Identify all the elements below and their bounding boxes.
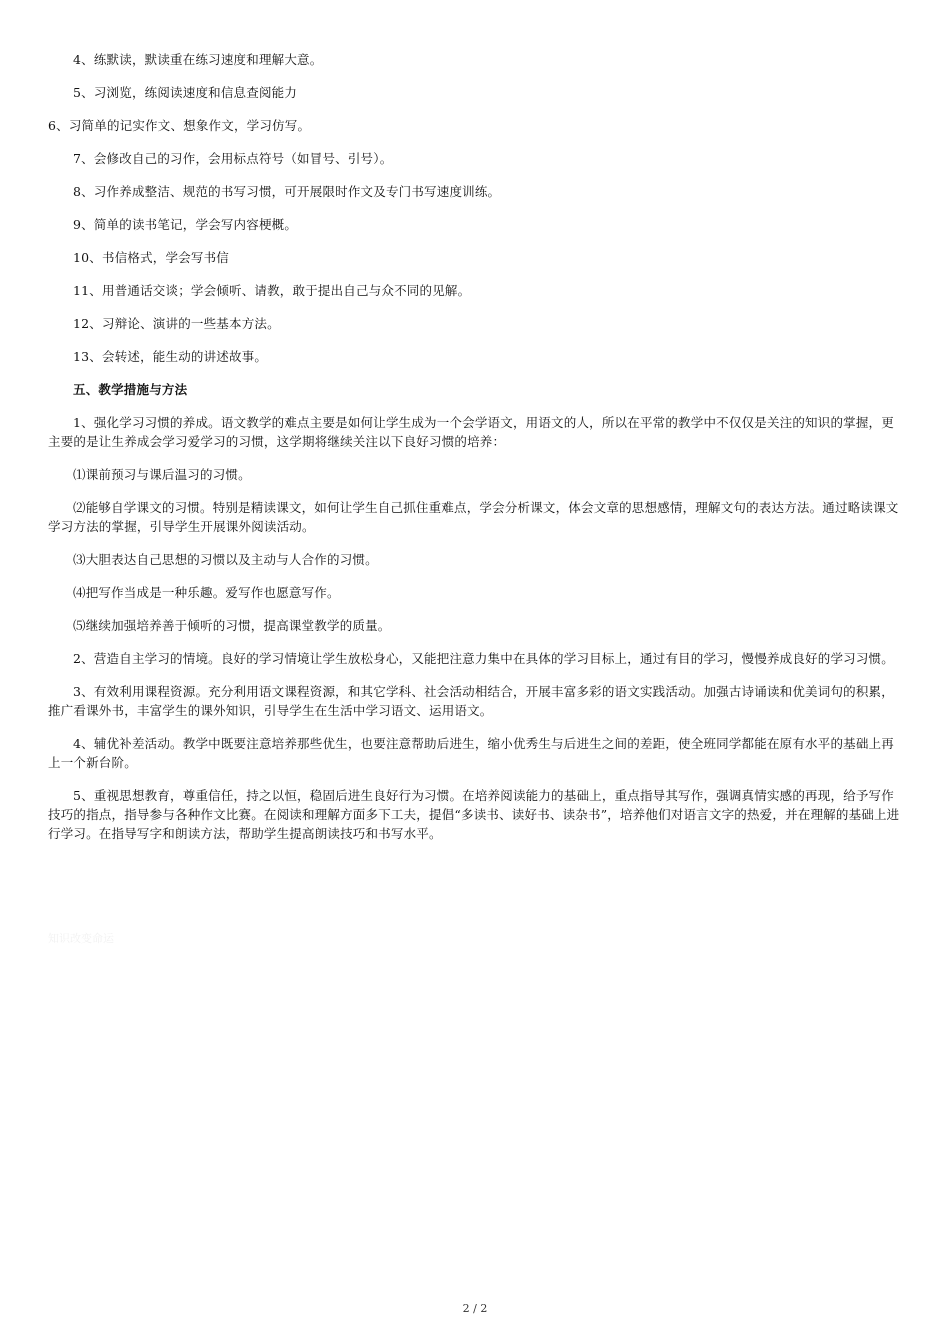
watermark: 知识改变命运 [48,932,114,945]
sub-item: ⑷把写作当成是一种乐趣。爱写作也愿意写作。 [73,585,340,600]
list-item: 13、会转述，能生动的讲述故事。 [73,349,268,364]
sub-item: ⑸继续加强培养善于倾听的习惯，提高课堂教学的质量。 [73,618,391,633]
sub-item: ⑴课前预习与课后温习的习惯。 [73,467,251,482]
sub-item: ⑶大胆表达自己思想的习惯以及主动与人合作的习惯。 [73,552,378,567]
list-item: 9、简单的读书笔记，学会写内容梗概。 [73,217,298,232]
list-item: 11、用普通话交谈；学会倾听、请教，敢于提出自己与众不同的见解。 [73,283,471,298]
list-item: 8、习作养成整洁、规范的书写习惯，可开展限时作文及专门书写速度训练。 [73,184,501,199]
paragraph: 4、辅优补差活动。教学中既要注意培养那些优生，也要注意帮助后进生，缩小优秀生与后进生之间的差距，使全班同学都能在原有水平的基础上再上一个新台阶。 [48,736,894,770]
paragraph: 2、营造自主学习的情境。良好的学习情境让学生放松身心，又能把注意力集中在具体的学习目标上，通过有目的学习，慢慢养成良好的学习习惯。 [73,651,894,666]
section-heading: 五、教学措施与方法 [73,382,188,397]
paragraph: 5、重视思想教育，尊重信任，持之以恒，稳固后进生良好行为习惯。在培养阅读能力的基础上，重点指导其写作，强调真情实感的再现，给予写作技巧的指点，指导参与各种作文比赛。在阅读和理解方面多下工夫，提倡“多读书、读好书、读杂书”，培养他们对语言文字的热爱，并在理解的基础上进行学习。在指导写字和朗读方法，帮助学生提高朗读技巧和书写水平。 [48,788,900,841]
list-item: 10、书信格式，学会写书信 [73,250,230,265]
paragraph: 3、有效利用课程资源。充分利用语文课程资源，和其它学科、社会活动相结合，开展丰富多彩的语文实践活动。加强古诗诵读和优美词句的积累，推广看课外书，丰富学生的课外知识，引导学生在生活中学习语文、运用语文。 [48,684,894,718]
list-item: 5、习浏览，练阅读速度和信息查阅能力 [73,85,298,100]
list-item: 6、习简单的记实作文、想象作文，学习仿写。 [48,118,311,133]
list-item: 4、练默读，默读重在练习速度和理解大意。 [73,52,323,67]
page-number: 2 / 2 [462,1302,488,1315]
paragraph: 1、强化学习习惯的养成。语文教学的难点主要是如何让学生成为一个会学语文，用语文的人，所以在平常的教学中不仅仅是关注的知识的掌握，更主要的是让生养成会学习爱学习的习惯，这学期将继续关注以下良好习惯的培养： [48,415,894,449]
document-body [48,50,903,857]
sub-item: ⑵能够自学课文的习惯。特别是精读课文，如何让学生自己抓住重难点，学会分析课文，体会文章的思想感情，理解文句的表达方法。通过略读课文学习方法的掌握，引导学生开展课外阅读活动。 [48,500,899,534]
list-item: 12、习辩论、演讲的一些基本方法。 [73,316,280,331]
list-item: 7、会修改自己的习作，会用标点符号（如冒号、引号）。 [73,151,393,166]
